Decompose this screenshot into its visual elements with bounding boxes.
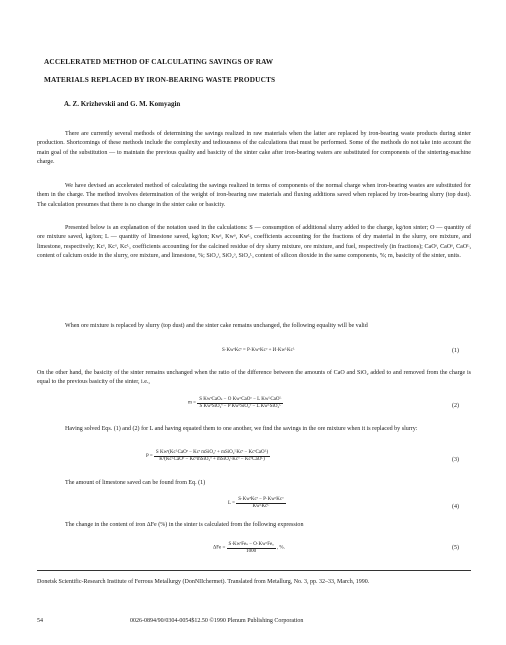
- equation-4: [228, 497, 286, 509]
- copyright-line: 0026-0894/90/0304-0054$12.50 ©1990 Plenum Publishing Corporation: [130, 618, 304, 624]
- page-number: 54: [37, 618, 43, 624]
- equation-5-denominator: 1000: [246, 549, 257, 554]
- equation-2-fraction: [197, 396, 283, 409]
- equation-4-numerator: S·KwˢKcˢ − P·KwᵒKcᵒ: [238, 497, 284, 502]
- paragraph-basicity: On the other hand, the basicity of the sinter remains unchanged when the ratio of the difference between the amounts of CaO and SiO₂ added to and removed from the charge is equal to the previous basicity of the sinter, i.e.,: [37, 370, 471, 386]
- equation-4-fraction: [236, 497, 285, 509]
- equation-3-lhs: P =: [146, 454, 153, 460]
- equation-number-4: (4): [452, 504, 459, 510]
- equation-2: [188, 396, 283, 409]
- equation-4-lhs: L =: [228, 501, 235, 507]
- paragraph-savings: Having solved Eqs. (1) and (2) for L and having equated them to one another, we find the savings in the ore mixture when it is replaced by slurry:: [65, 426, 418, 432]
- footnote-divider: [37, 570, 471, 571]
- equation-4-denominator: KwᴸKcᴸ: [252, 504, 270, 509]
- equation-5-lhs: ΔFe =: [213, 545, 226, 551]
- article-title-line-1: ACCELERATED METHOD OF CALCULATING SAVINGS OF RAW: [44, 57, 274, 66]
- equation-3-fraction: [154, 450, 270, 462]
- equation-3-numerator: S Kwˢ(KcᴸCaOˢ − Kcˢ mSiO₂ˢ + mSiO₂ᴸKcˢ − KcˢCaOᴸ): [155, 450, 269, 455]
- equation-5: [213, 541, 285, 554]
- article-title-line-2: MATERIALS REPLACED BY IRON-BEARING WASTE PRODUCTS: [44, 75, 276, 84]
- article-authors: A. Z. Krizhevskii and G. M. Komyagin: [64, 100, 181, 108]
- equation-2-lhs: m =: [188, 400, 196, 406]
- paragraph-intro: There are currently several methods of determining the savings realized in raw materials when the latter are replaced by iron-bearing waste products during sinter production. Shortcomings of these methods include the complexity and tediousness of the calculations that must be performed. Some of the methods do not take into account the main goal of the substitution — to maintain the previous quality and basicity of the sinter cake after iron-bearing waters are substituted for components of the sintering-machine charge.: [37, 131, 471, 166]
- paragraph-method: We have devised an accelerated method of calculating the savings realized in terms of components of the normal charge when iron-bearing wastes are substituted for them in the charge. The method involves determination of the weight of iron-bearing raw materials and fluxing additions saved when replaced by iron-bearing slurry (top dust). The calculation presumes that there is no change in the sinter cake or basicity.: [37, 183, 471, 208]
- equation-5-fraction: [227, 541, 276, 554]
- equation-number-1: (1): [452, 348, 459, 354]
- equation-5-numerator: S·KwˢFeₛ − O·KwᵒFeₒ: [228, 542, 274, 547]
- paragraph-iron-change: The change in the content of iron ΔFe (%) in the sinter is calculated from the following expression: [65, 522, 304, 528]
- equation-2-numerator: S KwˢCaOₛ − O KwᵒCaOᵒ − L KwᴸCaOᴸ: [199, 397, 282, 402]
- equation-1: S·KwˢKcˢ = P·KwᵒKcᵒ + И·KwᴸKcᴸ: [222, 348, 295, 353]
- paragraph-equality-intro: When ore mixture is replaced by slurry (top dust) and the sinter cake remains unchanged, the following equality will be valid: [65, 323, 368, 329]
- equation-2-denominator: S KwˢSiO₂ˢ − P KwᵒSiO₂ᵒ − L KwᴸSiO₂ᴸ: [199, 404, 282, 409]
- footnote-affiliation: Donetsk Scientific-Research Institute of Ferrous Metallurgy (DonNIIchermet). Translated from Metallurg, No. 3, pp. 32–33, March, 1990.: [37, 579, 370, 585]
- equation-number-2: (2): [452, 403, 459, 409]
- paragraph-limestone: The amount of limestone saved can be found from Eq. (1): [65, 480, 206, 486]
- equation-number-5: (5): [452, 545, 459, 551]
- equation-number-3: (3): [452, 457, 459, 463]
- paragraph-notation: Presented below is an explanation of the notation used in the calculations: S — consumption of additional slurry added to the charge, kg/ton sinter; O — quantity of ore mixture saved, kg/ton; L — quantity of limestone saved, kg/ton; Kwˢ, Kwᵒ, Kwᴸ, coefficients accounting for the fractions of dry material in the slurry, ore mixture, and limestone, respectively; Kcˢ, Kcᵒ, Kcᴸ, coefficients accounting for the calcined residue of dry slurry mixture, ore mixture, and fuel, respectively (in fractions); CaOˢ, CaOᵒ, CaOᴸ, content of calcium oxide in the slurry, ore mixture, and limestone, %; SiO₂ˢ, SiO₂ᵒ, SiO₂ᴸ, content of silicon dioxide in the same components, %; m, basicity of the sinter, units.: [37, 225, 471, 260]
- equation-5-units: , %.: [276, 545, 285, 551]
- equation-3: [146, 450, 270, 462]
- equation-3-denominator: Kᵒ(KcᴸCaOᵒ − KcᵒmSiO₂ᵒ + mSiO₂ᴸKcᵒ − KcᵒCaOᴸ): [159, 457, 265, 462]
